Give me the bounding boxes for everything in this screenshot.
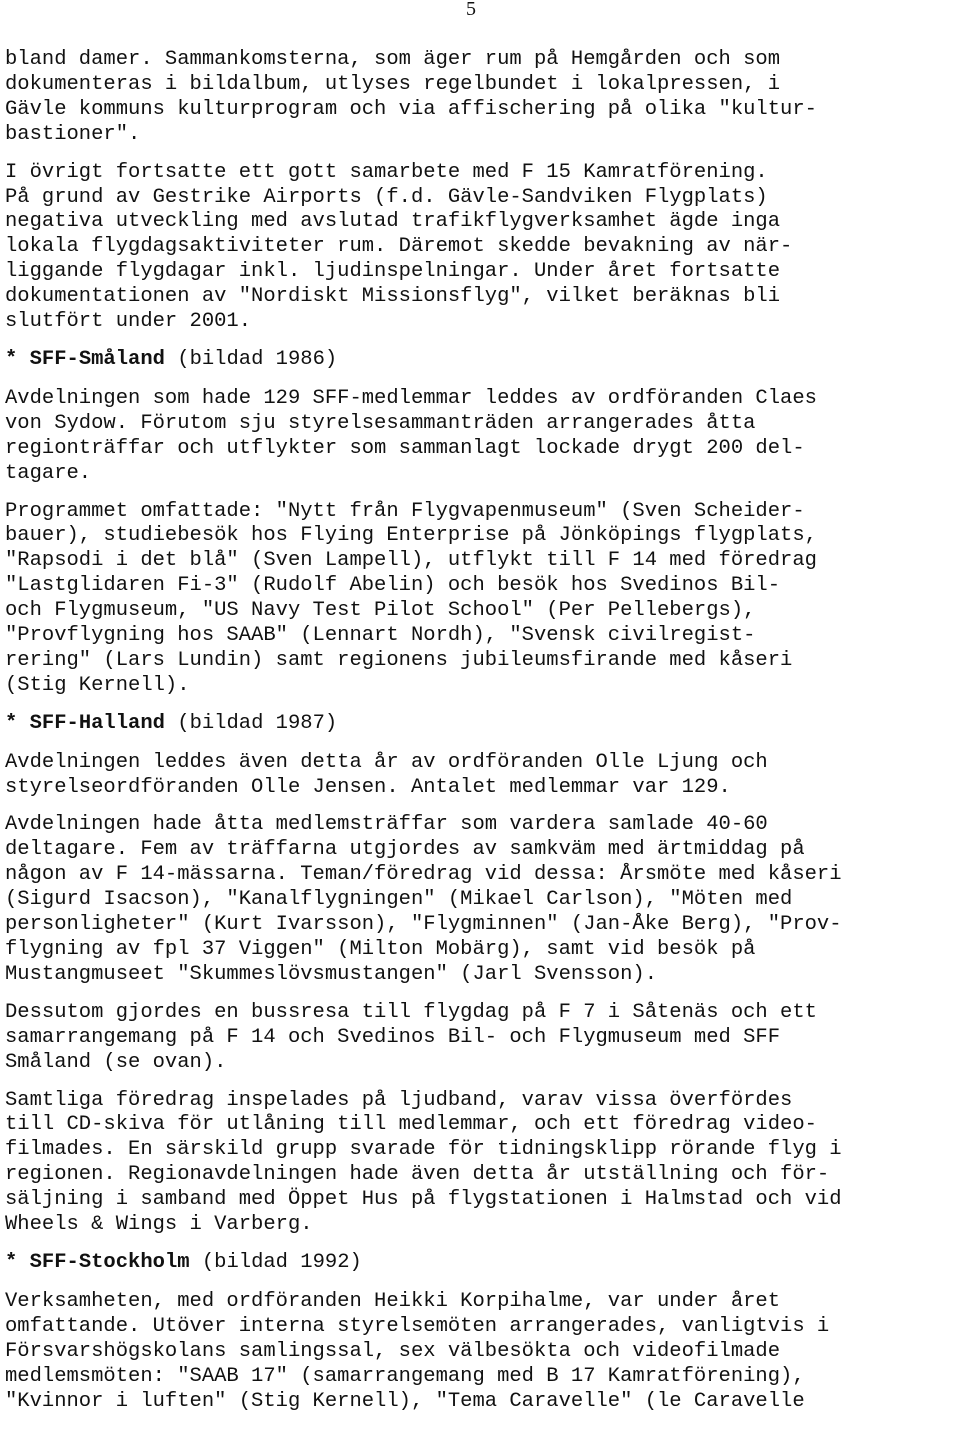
text-line: Småland (se ovan). xyxy=(5,1050,227,1074)
text-line: till CD-skiva för utlåning till medlemmar, och ett föredrag video- xyxy=(5,1113,817,1137)
text-line: I övrigt fortsatte ett gott samarbete med F 15 Kamratförening. xyxy=(5,160,768,184)
text-line: Avdelningen hade åtta medlemsträffar som vardera samlade 40-60 xyxy=(5,813,768,837)
heading-founded: (bildad 1992) xyxy=(201,1250,362,1274)
text-line: omfattande. Utöver interna styrelsemöten arrangerades, vanligtvis i xyxy=(5,1314,830,1338)
paragraph xyxy=(5,500,960,699)
text-line: deltagare. Fem av träffarna utgjordes av samkväm med ärtmiddag på xyxy=(5,838,805,862)
text-line: tagare. xyxy=(5,461,92,485)
heading-name: SFF-Stockholm xyxy=(29,1250,190,1274)
text-line: säljning i samband med Öppet Hus på flygstationen i Halmstad och vid xyxy=(5,1188,842,1212)
paragraph xyxy=(5,48,960,148)
heading-bullet: * xyxy=(5,1250,18,1274)
text-line: filmades. En särskild grupp svarade för tidningsklipp rörande flyg i xyxy=(5,1138,842,1162)
text-line: liggande flygdagar inkl. ljudinspelningar. Under året fortsatte xyxy=(5,260,781,284)
paragraph xyxy=(5,813,960,987)
paragraph xyxy=(5,1001,960,1076)
heading-founded: (bildad 1986) xyxy=(177,347,338,371)
heading-founded: (bildad 1987) xyxy=(177,711,338,735)
text-line: regionträffar och utflykter som sammanlagt lockade drygt 200 del- xyxy=(5,436,805,460)
text-line: personligheter" (Kurt Ivarsson), "Flygminnen" (Jan-Åke Berg), "Prov- xyxy=(5,913,842,937)
text-line: bland damer. Sammankomsterna, som äger rum på Hemgården och som xyxy=(5,48,781,71)
paragraph xyxy=(5,387,960,487)
text-line: Verksamheten, med ordföranden Heikki Korpihalme, var under året xyxy=(5,1289,781,1313)
text-line: Gävle kommuns kulturprogram och via affischering på olika "kultur- xyxy=(5,97,817,121)
text-line: flygning av fpl 37 Viggen" (Milton Mobärg), samt vid besök på xyxy=(5,938,756,961)
text-line: slutfört under 2001. xyxy=(5,310,252,334)
heading-name: SFF-Småland xyxy=(29,347,165,371)
text-line: Wheels & Wings i Varberg. xyxy=(5,1213,313,1237)
heading-bullet: * xyxy=(5,347,18,371)
heading-bullet: * xyxy=(5,711,18,735)
section-heading xyxy=(5,712,960,737)
text-line: Samtliga föredrag inspelades på ljudband, varav vissa överfördes xyxy=(5,1088,793,1112)
paragraph xyxy=(5,1290,960,1415)
text-line: "Lastglidaren Fi-3" (Rudolf Abelin) och besök hos Svedinos Bil- xyxy=(5,574,781,598)
text-line: "Rapsodi i det blå" (Sven Lampell), utflykt till F 14 med föredrag xyxy=(5,549,817,573)
text-line: negativa utveckling med avslutad trafikflygverksamhet ägde inga xyxy=(5,210,781,234)
text-line: och Flygmuseum, "US Navy Test Pilot School" (Per Pellebergs), xyxy=(5,599,756,623)
text-line: dokumenteras i bildalbum, utlyses regelbundet i lokalpressen, i xyxy=(5,72,781,96)
text-line: rering" (Lars Lundin) samt regionens jubileumsfirande med kåseri xyxy=(5,648,793,672)
text-line: (Stig Kernell). xyxy=(5,673,190,697)
section-heading xyxy=(5,348,960,373)
text-line: bastioner". xyxy=(5,122,141,146)
text-line: Avdelningen som hade 129 SFF-medlemmar leddes av ordföranden Claes xyxy=(5,386,817,410)
paragraph xyxy=(5,1089,960,1238)
text-line: lokala flygdagsaktiviteter rum. Däremot skedde bevakning av när- xyxy=(5,235,793,259)
text-line: von Sydow. Förutom sju styrelsesammanträden arrangerades åtta xyxy=(5,411,756,435)
text-line: Försvarshögskolans samlingssal, sex välbesökta och videofilmade xyxy=(5,1339,781,1363)
text-line: På grund av Gestrike Airports (f.d. Gävle-Sandviken Flygplats) xyxy=(5,185,768,209)
page-number: 5 xyxy=(466,0,476,20)
section-heading xyxy=(5,1251,960,1276)
text-line: Mustangmuseet "Skummeslövsmustangen" (Jarl Svensson). xyxy=(5,962,658,986)
text-line: någon av F 14-mässarna. Teman/föredrag vid dessa: Årsmöte med kåseri xyxy=(5,863,842,887)
text-line: dokumentationen av "Nordiskt Missionsflyg", vilket beräknas bli xyxy=(5,285,781,309)
text-line: styrelseordföranden Olle Jensen. Antalet medlemmar var 129. xyxy=(5,775,731,799)
text-line: samarrangemang på F 14 och Svedinos Bil- och Flygmuseum med SFF xyxy=(5,1025,781,1049)
paragraph xyxy=(5,161,960,335)
paragraph xyxy=(5,751,960,801)
text-line: medlemsmöten: "SAAB 17" (samarrangemang med B 17 Kamratförening), xyxy=(5,1364,805,1388)
text-line: "Provflygning hos SAAB" (Lennart Nordh), "Svensk civilregist- xyxy=(5,624,756,648)
text-line: Avdelningen leddes även detta år av ordföranden Olle Ljung och xyxy=(5,750,768,774)
document-body xyxy=(5,48,960,1427)
text-line: Programmet omfattade: "Nytt från Flygvapenmuseum" (Sven Scheider- xyxy=(5,499,805,523)
text-line: regionen. Regionavdelningen hade även detta år utställning och för- xyxy=(5,1163,830,1187)
text-line: "Kvinnor i luften" (Stig Kernell), "Tema Caravelle" (le Caravelle xyxy=(5,1389,805,1413)
text-line: bauer), studiebesök hos Flying Enterprise på Jönköpings flygplats, xyxy=(5,524,817,548)
text-line: Dessutom gjordes en bussresa till flygdag på F 7 i Såtenäs och ett xyxy=(5,1000,817,1024)
text-line: (Sigurd Isacson), "Kanalflygningen" (Mikael Carlson), "Möten med xyxy=(5,888,793,912)
heading-name: SFF-Halland xyxy=(29,711,165,735)
